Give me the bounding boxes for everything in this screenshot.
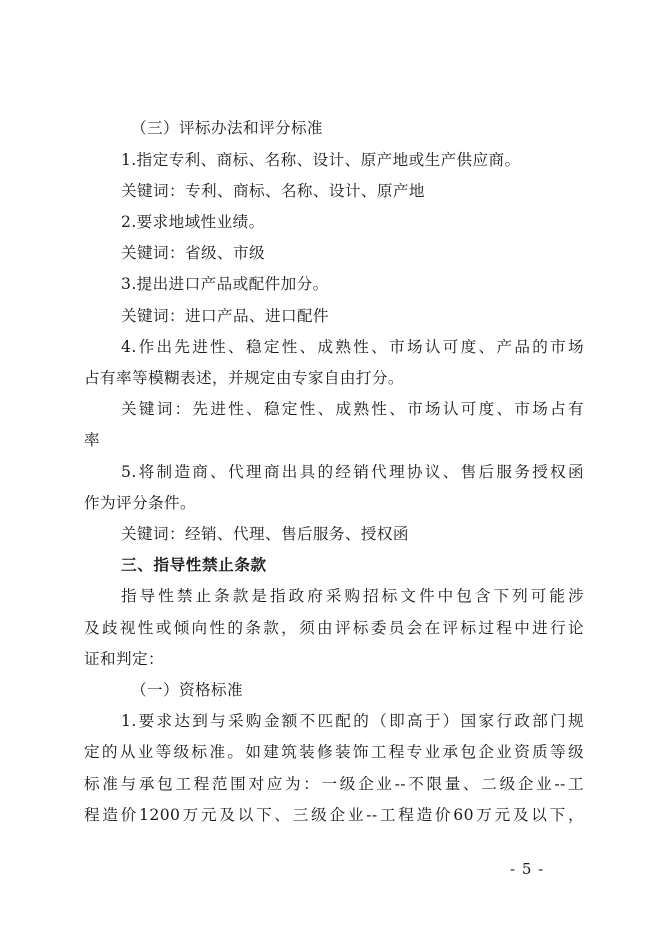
paragraph-item-2: 2.要求地域性业绩。 — [121, 213, 265, 231]
paragraph-item-5-line-2: 作为评分条件。 — [84, 494, 196, 512]
keywords-item-4-line-2: 率 — [84, 431, 100, 449]
keywords-item-1: 关键词：专利、商标、名称、设计、原产地 — [121, 182, 425, 200]
paragraph-definition-line-1: 指导性禁止条款是指政府采购招标文件中包含下列可能涉 — [121, 587, 584, 605]
keywords-item-4-line-1: 关键词：先进性、稳定性、成熟性、市场认可度、市场占有 — [121, 400, 584, 418]
keywords-item-3: 关键词：进口产品、进口配件 — [121, 307, 329, 325]
paragraph-qualification-line-3: 标准与承包工程范围对应为：一级企业--不限量、二级企业--工 — [84, 775, 584, 793]
paragraph-qualification-line-2: 定的从业等级标准。如建筑装修装饰工程专业承包企业资质等级 — [84, 743, 584, 761]
keywords-item-5: 关键词：经销、代理、售后服务、授权函 — [121, 525, 409, 543]
subsection-heading-qualification-standards: （一）资格标准 — [131, 681, 243, 699]
paragraph-qualification-line-1: 1.要求达到与采购金额不匹配的（即高于）国家行政部门规 — [121, 712, 584, 730]
paragraph-item-4-line-2: 占有率等模糊表述，并规定由专家自由打分。 — [84, 369, 404, 387]
section-heading-guiding-prohibitions: 三、指导性禁止条款 — [121, 556, 267, 574]
paragraph-item-4-line-1: 4.作出先进性、稳定性、成熟性、市场认可度、产品的市场 — [121, 338, 584, 356]
keywords-item-2: 关键词：省级、市级 — [121, 244, 265, 262]
paragraph-qualification-line-4: 程造价1200万元及以下、三级企业--工程造价60万元及以下， — [84, 806, 584, 824]
paragraph-item-3: 3.提出进口产品或配件加分。 — [121, 275, 329, 293]
paragraph-item-5-line-1: 5.将制造商、代理商出具的经销代理协议、售后服务授权函 — [121, 463, 584, 481]
page-number: - 5 - — [510, 860, 545, 878]
paragraph-definition-line-3: 证和判定： — [84, 650, 164, 668]
paragraph-item-1: 1.指定专利、商标、名称、设计、原产地或生产供应商。 — [121, 151, 521, 169]
subsection-heading-evaluation-methods: （三）评标办法和评分标准 — [131, 119, 323, 137]
paragraph-definition-line-2: 及歧视性或倾向性的条款，须由评标委员会在评标过程中进行论 — [84, 619, 584, 637]
